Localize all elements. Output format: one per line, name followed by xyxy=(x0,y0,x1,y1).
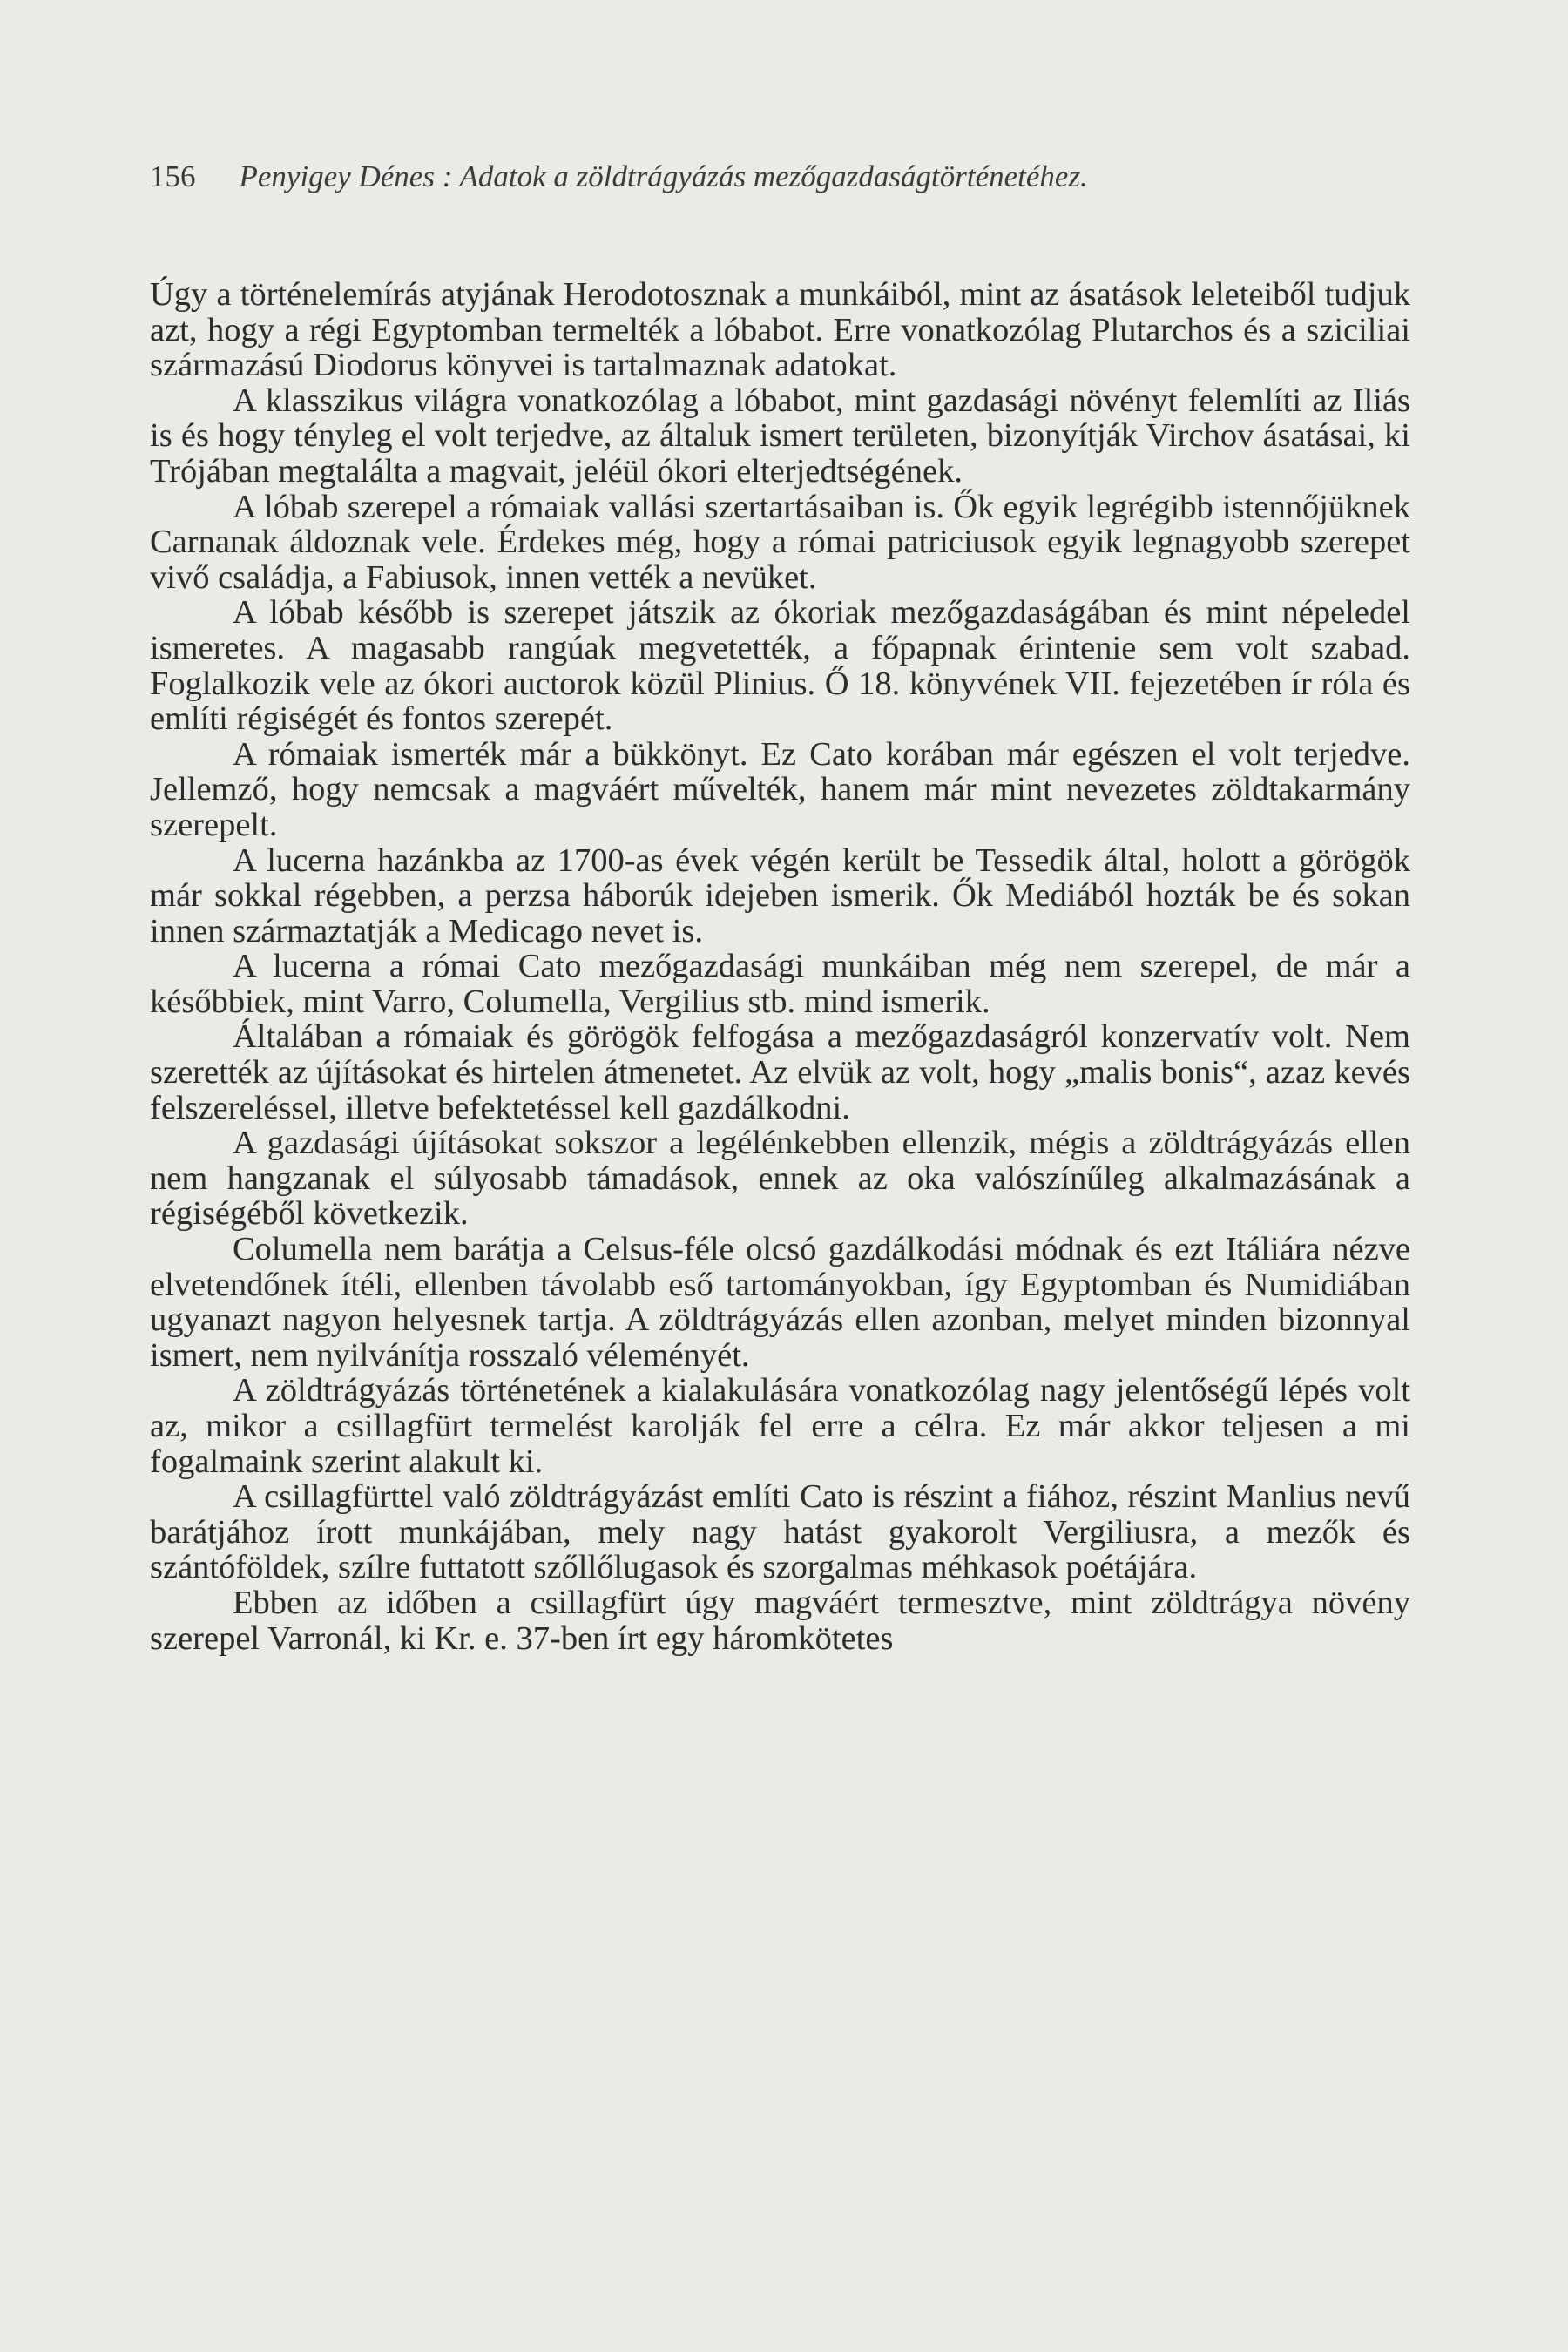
paragraph: A lóbab szerepel a rómaiak vallási szertartásaiban is. Ők egyik legrégibb istennőjüknek Carnanak áldoznak vele. Érdekes még, hogy a római patriciusok egyik legnagyobb szerepet vivő családja, a Fabiusok, innen vették a nevüket. xyxy=(150,488,1410,596)
page-number: 156 xyxy=(150,159,196,193)
body-text xyxy=(150,277,1410,1656)
paragraph: Ebben az időben a csillagfürt úgy magváért termesztve, mint zöldtrágya növény szerepel Varronál, ki Kr. e. 37-ben írt egy háromkötetes xyxy=(150,1584,1410,1657)
running-title: Penyigey Dénes : Adatok a zöldtrágyázás mezőgazdaságtörténetéhez. xyxy=(239,159,1088,193)
paragraph: A gazdasági újításokat sokszor a legélénkebben ellenzik, mégis a zöldtrágyázás ellen nem hangzanak el súlyosabb támadások, ennek az oka valószínűleg alkalmazásának a régiségéből következik. xyxy=(150,1125,1410,1233)
paragraph: A zöldtrágyázás történetének a kialakulására vonatkozólag nagy jelentőségű lépés volt az, mikor a csillagfürt termelést karolják fel erre a célra. Ez már akkor teljesen a mi fogalmaink szerint alakult ki. xyxy=(150,1372,1410,1480)
paragraph: A lucerna a római Cato mezőgazdasági munkáiban még nem szerepel, de már a későbbiek, mint Varro, Columella, Vergilius stb. mind ismerik. xyxy=(150,948,1410,1020)
paragraph: A csillagfürttel való zöldtrágyázást említi Cato is részint a fiához, részint Manlius nevű barátjához írott munkájában, mely nagy hatást gyakorolt Vergiliusra, a mezők és szántóföldek, szílre futtatott szőllőlugasok és szorgalmas méhkasok poétájára. xyxy=(150,1478,1410,1586)
paragraph: Úgy a történelemírás atyjának Herodotosznak a munkáiból, mint az ásatások leleteiből tudjuk azt, hogy a régi Egyptomban termelték a lóbabot. Erre vonatkozólag Plutarchos és a sziciliai származású Diodorus könyvei is tartalmaznak adatokat. xyxy=(150,276,1410,384)
paragraph: A rómaiak ismerték már a bükkönyt. Ez Cato korában már egészen el volt terjedve. Jellemző, hogy nemcsak a magváért művelték, hanem már mint nevezetes zöldtakarmány szerepelt. xyxy=(150,735,1410,843)
paragraph: A lóbab később is szerepet játszik az ókoriak mezőgazdaságában és mint népeledel ismeretes. A magasabb rangúak megvetették, a főpapnak érintenie sem volt szabad. Foglalkozik vele az ókori auctorok közül Plinius. Ő 18. könyvének VII. fejezetében ír róla és említi régiségét és fontos szerepét. xyxy=(150,594,1410,738)
paragraph: A lucerna hazánkba az 1700-as évek végén került be Tessedik által, holott a görögök már sokkal régebben, a perzsa háborúk idejeben ismerik. Ők Mediából hozták be és sokan innen származtatják a Medicago nevet is. xyxy=(150,841,1410,950)
paragraph: Általában a rómaiak és görögök felfogása a mezőgazdaságról konzervatív volt. Nem szerették az újításokat és hirtelen átmenetet. Az elvük az volt, hogy „malis bonis“, azaz kevés felszereléssel, illetve befektetéssel kell gazdálkodni. xyxy=(150,1018,1410,1126)
paragraph: A klasszikus világra vonatkozólag a lóbabot, mint gazdasági növényt felemlíti az Iliás is és hogy tényleg el volt terjedve, az általuk ismert területen, bizonyítják Virchov ásatásai, ki Trójában megtalálta a magvait, jeléül ókori elterjedtségének. xyxy=(150,382,1410,490)
paragraph: Columella nem barátja a Celsus-féle olcsó gazdálkodási módnak és ezt Itáliára nézve elvetendőnek ítéli, ellenben távolabb eső tartományokban, így Egyptomban és Numidiában ugyanazt nagyon helyesnek tartja. A zöldtrágyázás ellen azonban, melyet minden bizonnyal ismert, nem nyilvánítja rosszaló véleményét. xyxy=(150,1231,1410,1374)
page-header xyxy=(150,155,1413,199)
